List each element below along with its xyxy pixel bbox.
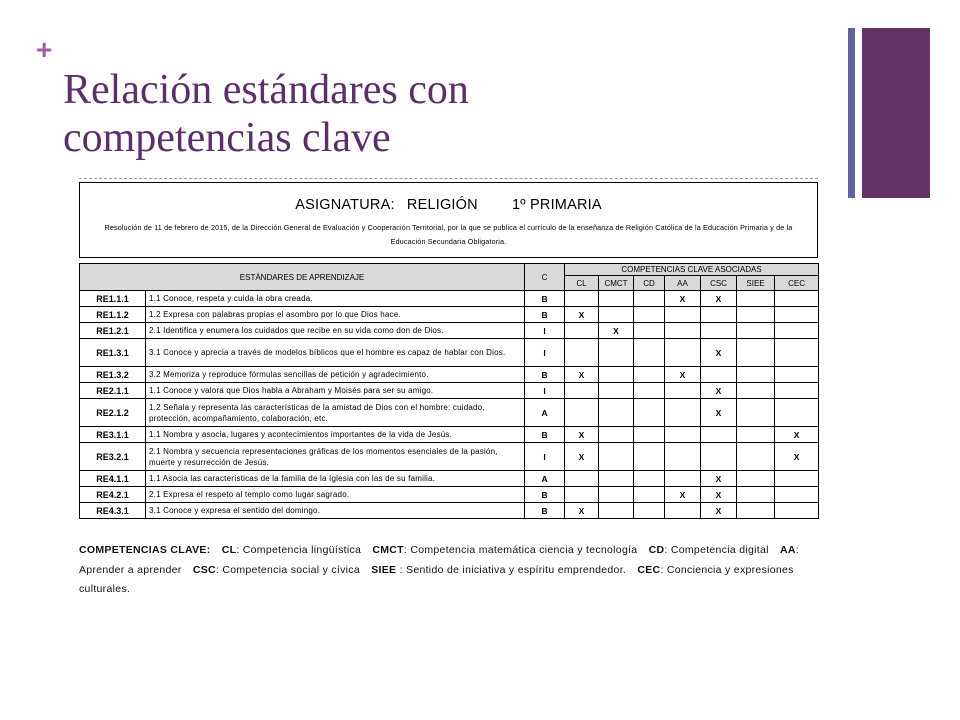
competency-mark-csc: X — [701, 503, 737, 519]
competency-mark-cl — [565, 291, 599, 307]
competency-mark-cd — [634, 323, 665, 339]
competency-mark-cl — [565, 323, 599, 339]
legend-text: : Competencia lingüística — [236, 544, 362, 556]
competency-mark-cmct: X — [599, 323, 634, 339]
competency-mark-cmct — [599, 383, 634, 399]
competency-mark-siee — [737, 367, 775, 383]
competency-mark-csc: X — [701, 291, 737, 307]
competency-mark-cl: X — [565, 443, 599, 471]
competency-mark-cec — [775, 487, 819, 503]
competency-mark-cd — [634, 307, 665, 323]
competency-mark-cd — [634, 383, 665, 399]
competency-mark-csc: X — [701, 383, 737, 399]
competency-mark-cd — [634, 471, 665, 487]
standard-code: RE3.1.1 — [80, 427, 146, 443]
competency-mark-cec — [775, 367, 819, 383]
standard-code: RE4.3.1 — [80, 503, 146, 519]
competency-mark-csc — [701, 367, 737, 383]
standard-code: RE4.1.1 — [80, 471, 146, 487]
competency-mark-cec — [775, 291, 819, 307]
standard-level: B — [525, 487, 565, 503]
competency-mark-cd — [634, 399, 665, 427]
competency-mark-csc: X — [701, 339, 737, 367]
header-c: C — [525, 264, 565, 291]
standard-level: B — [525, 307, 565, 323]
competency-mark-cd — [634, 339, 665, 367]
competency-mark-cl — [565, 339, 599, 367]
legend-item — [371, 564, 626, 576]
table-row — [80, 399, 819, 427]
table-row — [80, 307, 819, 323]
header-competencies-group: COMPETENCIAS CLAVE ASOCIADAS — [565, 264, 819, 276]
header-standards: ESTÁNDARES DE APRENDIZAJE — [80, 264, 525, 291]
plus-icon: + — [36, 34, 53, 65]
standard-code: RE4.2.1 — [80, 487, 146, 503]
curriculum-document — [79, 178, 818, 519]
standard-code: RE1.3.1 — [80, 339, 146, 367]
standards-table — [79, 263, 819, 519]
competency-mark-cmct — [599, 399, 634, 427]
decorative-thin-bar — [848, 28, 855, 198]
legend-text: : Sentido de iniciativa y espíritu emprendedor. — [396, 563, 627, 576]
standard-code: RE1.1.1 — [80, 291, 146, 307]
table-row — [80, 291, 819, 307]
standard-level: I — [525, 323, 565, 339]
competency-mark-cl — [565, 383, 599, 399]
subject-name: RELIGIÓN — [406, 197, 478, 213]
standard-code: RE1.2.1 — [80, 323, 146, 339]
standard-level: B — [525, 367, 565, 383]
standard-level: I — [525, 443, 565, 471]
legend-text: : Competencia digital — [664, 544, 769, 556]
header-competency-cmct: CMCT — [599, 276, 634, 291]
competency-mark-csc — [701, 427, 737, 443]
standard-level: I — [525, 383, 565, 399]
slide-title — [63, 66, 823, 162]
subject-label: ASIGNATURA: — [295, 197, 395, 213]
standard-code: RE1.3.2 — [80, 367, 146, 383]
standard-code: RE2.1.2 — [80, 399, 146, 427]
competency-mark-siee — [737, 339, 775, 367]
competency-mark-siee — [737, 323, 775, 339]
header-competency-cl: CL — [565, 276, 599, 291]
competency-mark-siee — [737, 399, 775, 427]
standard-description: 2.1 Nombra y secuencia representaciones gráficas de los momentos esenciales de la pasión, muerte y resurrección de Jesús. — [146, 443, 525, 471]
competency-mark-cec — [775, 307, 819, 323]
title-line-1: Relación estándares con — [63, 67, 469, 113]
competency-mark-csc: X — [701, 487, 737, 503]
grade-label: 1º PRIMARIA — [512, 197, 602, 213]
legend-item — [649, 544, 769, 556]
competency-mark-aa — [665, 427, 701, 443]
competency-mark-csc — [701, 323, 737, 339]
competency-mark-cmct — [599, 307, 634, 323]
standard-level: B — [525, 503, 565, 519]
competency-mark-aa — [665, 471, 701, 487]
legend-text: : Aprender a aprender — [79, 544, 799, 576]
legend-abbr: AA — [780, 544, 796, 556]
standard-description: 2.1 Identifica y enumera los cuidados que recibe en su vida como don de Dios. — [146, 323, 525, 339]
dashed-top-line — [79, 178, 818, 179]
competency-mark-siee — [737, 307, 775, 323]
competency-mark-cec — [775, 399, 819, 427]
legend-text: : Competencia social y cívica — [215, 563, 360, 576]
competency-mark-cec: X — [775, 427, 819, 443]
competency-mark-siee — [737, 471, 775, 487]
table-row — [80, 383, 819, 399]
legend-abbr: CEC — [637, 563, 661, 576]
competency-mark-cmct — [599, 503, 634, 519]
competency-mark-cd — [634, 443, 665, 471]
table-row — [80, 443, 819, 471]
document-header — [79, 182, 818, 258]
header-competency-cec: CEC — [775, 276, 819, 291]
legend-abbr: CL — [221, 544, 237, 556]
standard-description: 3.2 Memoriza y reproduce fórmulas sencillas de petición y agradecimiento. — [146, 367, 525, 383]
legend-item — [222, 544, 361, 556]
competency-mark-aa — [665, 443, 701, 471]
table-row — [80, 471, 819, 487]
competency-mark-aa — [665, 383, 701, 399]
standard-description: 3.1 Conoce y expresa el sentido del domingo. — [146, 503, 525, 519]
standard-code: RE3.2.1 — [80, 443, 146, 471]
competency-mark-cl: X — [565, 427, 599, 443]
competency-mark-siee — [737, 443, 775, 471]
standard-level: A — [525, 399, 565, 427]
table-row — [80, 323, 819, 339]
standard-level: B — [525, 291, 565, 307]
standard-description: 1.1 Conoce y valora que Dios habla a Abraham y Moisés para ser su amigo. — [146, 383, 525, 399]
standard-description: 1.1 Asocia las características de la familia de la Iglesia con las de su familia. — [146, 471, 525, 487]
competencies-legend — [79, 541, 824, 600]
competency-mark-aa — [665, 503, 701, 519]
competency-mark-cmct — [599, 291, 634, 307]
legend-heading: COMPETENCIAS CLAVE: — [79, 544, 211, 556]
competency-mark-cec — [775, 471, 819, 487]
competency-mark-siee — [737, 503, 775, 519]
competency-mark-cd — [634, 427, 665, 443]
subject-heading — [80, 197, 817, 213]
legend-text: : Competencia matemática ciencia y tecnología — [403, 544, 638, 556]
header-competency-cd: CD — [634, 276, 665, 291]
standard-level: I — [525, 339, 565, 367]
competency-mark-cl — [565, 399, 599, 427]
standard-level: B — [525, 427, 565, 443]
competency-mark-cmct — [599, 427, 634, 443]
competency-mark-cec — [775, 339, 819, 367]
header-competency-csc: CSC — [701, 276, 737, 291]
competency-mark-cec: X — [775, 443, 819, 471]
competency-mark-cd — [634, 487, 665, 503]
competency-mark-aa — [665, 323, 701, 339]
standard-code: RE1.1.2 — [80, 307, 146, 323]
competency-mark-siee — [737, 291, 775, 307]
standard-level: A — [525, 471, 565, 487]
title-line-2: competencias clave — [63, 115, 391, 161]
competency-mark-cd — [634, 367, 665, 383]
standard-description: 1.1 Nombra y asocia, lugares y acontecimientos importantes de la vida de Jesús. — [146, 427, 525, 443]
competency-mark-cmct — [599, 471, 634, 487]
standard-description: 1.1 Conoce, respeta y cuida la obra creada. — [146, 291, 525, 307]
competency-mark-csc — [701, 307, 737, 323]
competency-mark-cmct — [599, 339, 634, 367]
table-row — [80, 503, 819, 519]
resolution-text: Resolución de 11 de febrero de 2015, de la Dirección General de Evaluación y Cooperación Territorial, por la que se publica el currículo de la enseñanza de Religión Católica de la Educación Primaria y de la Educación Secundaria Obligatoria. — [104, 223, 793, 246]
decorative-thick-bar — [862, 28, 930, 198]
table-row — [80, 427, 819, 443]
legend-item — [193, 564, 360, 576]
competency-mark-cl — [565, 471, 599, 487]
standard-description: 1.2 Expresa con palabras propias el asombro por lo que Dios hace. — [146, 307, 525, 323]
competency-mark-aa: X — [665, 487, 701, 503]
competency-mark-aa — [665, 339, 701, 367]
competency-mark-cl: X — [565, 367, 599, 383]
competency-mark-aa — [665, 307, 701, 323]
competency-mark-cmct — [599, 367, 634, 383]
competency-mark-siee — [737, 383, 775, 399]
table-row — [80, 487, 819, 503]
competency-mark-csc: X — [701, 399, 737, 427]
competency-mark-csc — [701, 443, 737, 471]
competency-mark-cl — [565, 487, 599, 503]
competency-mark-cmct — [599, 487, 634, 503]
competency-mark-cmct — [599, 443, 634, 471]
standard-description: 2.1 Expresa el respeto al templo como lugar sagrado. — [146, 487, 525, 503]
header-competency-aa: AA — [665, 276, 701, 291]
competency-mark-cd — [634, 291, 665, 307]
legend-item — [372, 544, 637, 556]
standard-code: RE2.1.1 — [80, 383, 146, 399]
competency-mark-aa: X — [665, 291, 701, 307]
competency-mark-cec — [775, 323, 819, 339]
legend-abbr: CMCT — [372, 544, 404, 556]
standard-description: 3.1 Conoce y aprecia a través de modelos bíblicos que el hombre es capaz de hablar con Dios. — [146, 339, 525, 367]
legend-abbr: SIEE — [371, 563, 397, 576]
competency-mark-aa — [665, 399, 701, 427]
competency-mark-cec — [775, 383, 819, 399]
competency-mark-siee — [737, 487, 775, 503]
standard-description: 1.2 Señala y representa las características de la amistad de Dios con el hombre: cuidado, protección, acompañamiento, colaboración, etc. — [146, 399, 525, 427]
legend-abbr: CSC — [192, 563, 216, 576]
competency-mark-cec — [775, 503, 819, 519]
competency-mark-cl: X — [565, 503, 599, 519]
competency-mark-aa: X — [665, 367, 701, 383]
table-row — [80, 339, 819, 367]
table-row — [80, 367, 819, 383]
header-competency-siee: SIEE — [737, 276, 775, 291]
competency-mark-csc: X — [701, 471, 737, 487]
competency-mark-cd — [634, 503, 665, 519]
competency-mark-siee — [737, 427, 775, 443]
legend-abbr: CD — [648, 544, 665, 556]
legend-text: : Conciencia y expresiones culturales. — [79, 563, 794, 595]
competency-mark-cl: X — [565, 307, 599, 323]
